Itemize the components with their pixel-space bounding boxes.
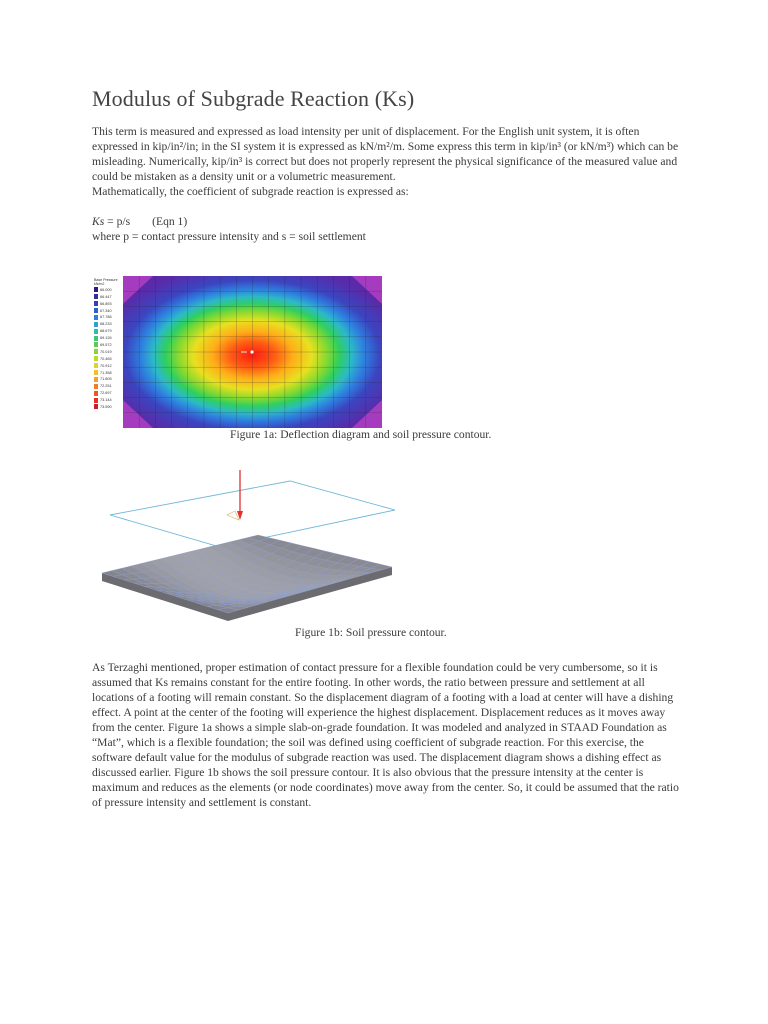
- legend-unit: kN/m2: [94, 282, 105, 287]
- legend-value: 70.019: [100, 349, 112, 354]
- document-body: [92, 86, 682, 244]
- legend-value: 73.590: [100, 404, 112, 409]
- legend-swatch: [94, 398, 98, 403]
- legend-entry: [92, 383, 123, 390]
- legend-value: 66.893: [100, 301, 112, 306]
- legend-value: 69.126: [100, 336, 112, 341]
- legend-entry: [92, 293, 123, 300]
- legend-swatch: [94, 287, 98, 292]
- legend-entry: [92, 321, 123, 328]
- legend-swatch: [94, 384, 98, 389]
- legend-swatch: [94, 377, 98, 382]
- legend-swatch: [94, 336, 98, 341]
- legend-entry: [92, 307, 123, 314]
- body-section: [92, 660, 682, 810]
- legend-swatch: [94, 404, 98, 409]
- legend-value: 73.144: [100, 398, 112, 403]
- legend-entry: [92, 362, 123, 369]
- figure-1b-3d-mesh: [100, 465, 400, 625]
- legend-swatch: [94, 349, 98, 354]
- body-paragraph: As Terzaghi mentioned, proper estimation of contact pressure for a flexible foundation could be very cumbersome, so it is assumed that Ks remains constant for the entire footing. In other words, the ratio between pressure and settlement at all locations of a footing will remain constant. So the displacement diagram of a footing with a load at center will have a dishing effect. A point at the center of the footing will experience the highest displacement. Displacement reduces as it moves away from the center. Figure 1a shows a simple slab-on-grade foundation. It was modeled and analyzed in STAAD Foundation as “Mat”, which is a flexible foundation; the soil was defined using coefficient of subgrade reaction. For this exercise, the software default value for the modulus of subgrade reaction was used. The displacement diagram shows a dishing effect as discussed earlier. Figure 1b shows the soil pressure contour. It is also obvious that the pressure intensity at the center is maximum and reduces as the elements (or node coordinates) move away from the center. So, it could be assumed that the ratio of pressure intensity and settlement is constant.: [92, 661, 679, 809]
- legend-entry: [92, 397, 123, 404]
- legend-value: 68.679: [100, 329, 112, 334]
- legend-swatch: [94, 322, 98, 327]
- legend-title: Base Pressure: [94, 278, 118, 282]
- legend-value: 68.233: [100, 322, 112, 327]
- where-line: where p = contact pressure intensity and s = soil settlement: [92, 230, 366, 243]
- legend-swatch: [94, 315, 98, 320]
- equation-lhs: Ks: [92, 215, 105, 228]
- legend-entry: [92, 348, 123, 355]
- legend-entry: [92, 342, 123, 349]
- legend-entry: [92, 369, 123, 376]
- legend-value: 70.465: [100, 356, 112, 361]
- legend-swatch: [94, 391, 98, 396]
- equation-tag: (Eqn 1): [152, 215, 188, 228]
- legend-swatch: [94, 301, 98, 306]
- math-intro: Mathematically, the coefficient of subgrade reaction is expressed as:: [92, 185, 409, 198]
- legend-value: 67.786: [100, 315, 112, 320]
- legend-value: 69.572: [100, 342, 112, 347]
- pressure-contour-plot: [123, 276, 382, 428]
- legend-value: 67.340: [100, 308, 112, 313]
- legend-entry: [92, 300, 123, 307]
- legend-swatch: [94, 370, 98, 375]
- legend-swatch: [94, 308, 98, 313]
- legend-value: 72.697: [100, 391, 112, 396]
- figure-1a-caption: Figure 1a: Deflection diagram and soil pressure contour.: [230, 428, 492, 441]
- legend-value: 66.000: [100, 287, 112, 292]
- legend: [92, 276, 123, 428]
- legend-entry: [92, 376, 123, 383]
- legend-swatch: [94, 342, 98, 347]
- legend-entry: [92, 328, 123, 335]
- figure-1a: [92, 276, 382, 428]
- legend-value: 72.251: [100, 384, 112, 389]
- intro-paragraph: This term is measured and expressed as load intensity per unit of displacement. For the English unit system, it is often expressed in kip/in²/in; in the SI system it is expressed as kN/m²/m. Some express this term in kip/in³ (or kN/m³) which can be misleading. Numerically, kip/in³ is correct but does not properly represent the physical significance of the measured value and could be mistaken as a density unit or a volumetric measurement.: [92, 125, 679, 183]
- legend-value: 71.358: [100, 370, 112, 375]
- equation-rhs: = p/s: [104, 215, 131, 228]
- legend-value: 70.912: [100, 363, 112, 368]
- figure-1b-caption: Figure 1b: Soil pressure contour.: [295, 626, 447, 639]
- legend-swatch: [94, 294, 98, 299]
- legend-entry: [92, 404, 123, 411]
- legend-swatch: [94, 363, 98, 368]
- legend-value: 71.805: [100, 377, 112, 382]
- legend-swatch: [94, 356, 98, 361]
- legend-entry: [92, 314, 123, 321]
- legend-entry: [92, 286, 123, 293]
- legend-entry: [92, 335, 123, 342]
- equation-line: [92, 214, 682, 229]
- legend-entry: [92, 355, 123, 362]
- legend-entry: [92, 390, 123, 397]
- page-title: Modulus of Subgrade Reaction (Ks): [92, 86, 415, 111]
- legend-swatch: [94, 329, 98, 334]
- legend-value: 66.447: [100, 294, 112, 299]
